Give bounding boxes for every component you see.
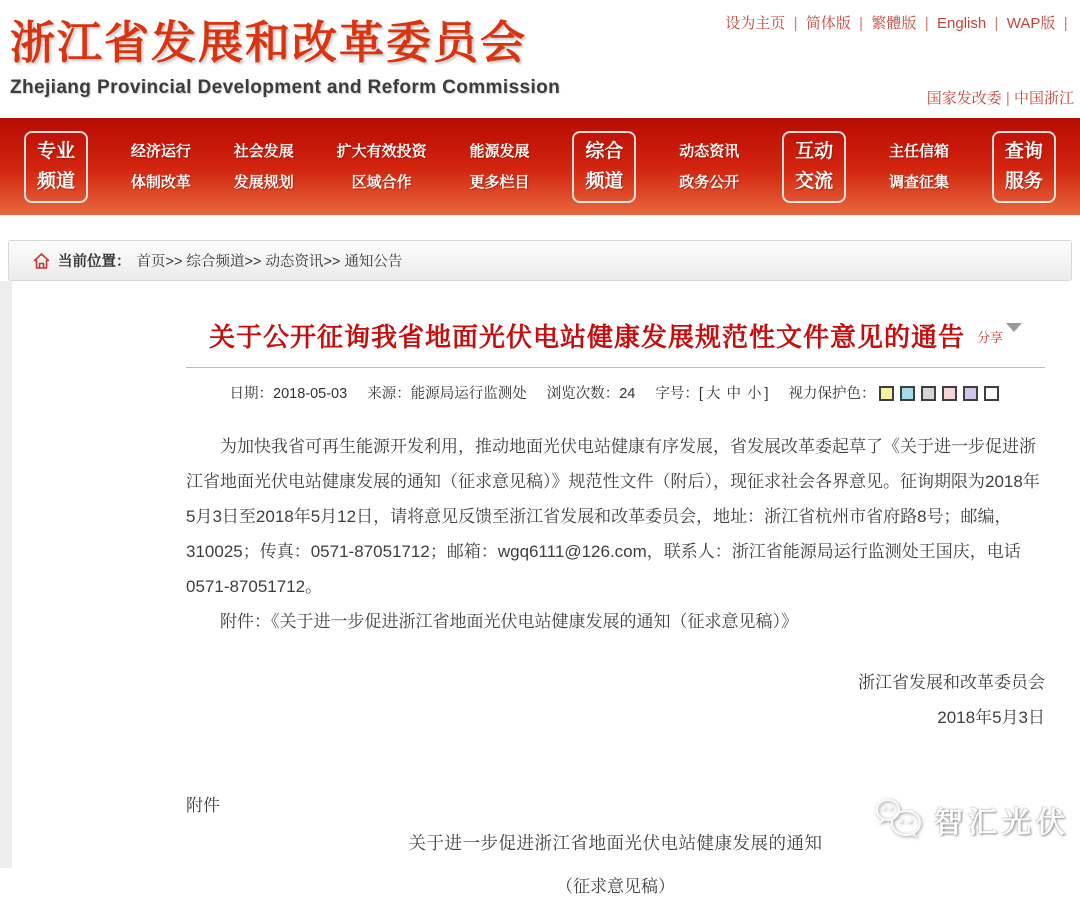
attachment-reference-link[interactable]: 附件：《关于进一步促进浙江省地面光伏电站健康发展的通知（征求意见稿）》: [220, 612, 798, 631]
share-caret-icon: [1006, 323, 1022, 332]
nav-group-society: [234, 136, 294, 198]
nav-link-regional-cooperation[interactable]: 区域合作: [351, 173, 412, 191]
article-title: 关于公开征询我省地面光伏电站健康发展规范性文件意见的通告: [208, 322, 965, 352]
nav-tab-query-service[interactable]: [992, 131, 1056, 203]
watermark-text: 智汇光伏: [933, 807, 1070, 839]
article-paragraph: 为加快我省可再生能源开发利用，推动地面光伏电站健康有序发展，省发展改革委起草了《关于进一步促进浙江省地面光伏电站健康发展的通知（征求意见稿）》规范性文件（附后），现征求社会各界意见。征询期限为2018年5月3日至2018年5月12日，请将意见反馈至浙江省发展和改革委员会，地址：浙江省杭州市省府路8号；邮编，310025；传真：0571-87051712；邮箱：wgq6111@126.com，联系人：浙江省能源局运行监测处王国庆，电话0571-87051712。: [186, 437, 1040, 596]
eye-color-gray[interactable]: [921, 386, 936, 401]
article: [0, 281, 1080, 897]
fontsize-large-button[interactable]: 大: [705, 386, 721, 402]
signature-date: 2018年5月3日: [937, 708, 1045, 727]
eye-color-purple[interactable]: [963, 386, 978, 401]
nav-tab-interaction[interactable]: [782, 131, 846, 203]
eye-color-pink[interactable]: [942, 386, 957, 401]
nav-tab-label: 服务: [1004, 170, 1043, 192]
nav-link-institutional-reform[interactable]: 体制改革: [130, 173, 191, 191]
signature-org: 浙江省发展和改革委员会: [858, 673, 1045, 692]
nav-link-survey-collection[interactable]: 调查征集: [889, 173, 950, 191]
link-ndrc[interactable]: 国家发改委 |: [927, 90, 1014, 107]
nav-tab-professional-channel[interactable]: [24, 131, 88, 203]
article-meta: [186, 382, 1045, 403]
home-icon: [33, 253, 50, 269]
nav-group-news: [679, 136, 739, 198]
nav-link-economic-operation[interactable]: 经济运行: [130, 142, 191, 160]
nav-tab-label: 专业: [37, 140, 76, 162]
meta-date-value: 2018-05-03: [273, 386, 348, 402]
nav-tab-label: 频道: [585, 170, 624, 192]
nav-tab-label: 频道: [37, 170, 76, 192]
link-english[interactable]: English |: [937, 15, 1007, 32]
breadcrumb-notices[interactable]: 通知公告: [344, 254, 403, 270]
link-set-homepage[interactable]: 设为主页 |: [725, 15, 806, 32]
nav-link-energy-development[interactable]: 能源发展: [469, 142, 530, 160]
nav-tab-label: 查询: [1004, 140, 1043, 162]
nav-group-investment: [337, 136, 427, 198]
attachment-section-label: 附件: [186, 796, 220, 815]
signature-block: [186, 665, 1045, 735]
nav-tab-label: 交流: [795, 170, 834, 192]
nav-tab-comprehensive-channel[interactable]: [572, 131, 636, 203]
breadcrumb: [8, 240, 1072, 281]
breadcrumb-label: 当前位置：: [58, 254, 131, 270]
fontsize-medium-button[interactable]: 中: [726, 386, 741, 402]
nav-tab-label: 综合: [585, 140, 624, 162]
title-divider: [186, 367, 1045, 368]
nav-link-development-planning[interactable]: 发展规划: [233, 173, 294, 191]
meta-fontsize: 字号：[ 大 中 小 ]: [655, 386, 769, 402]
site-logo[interactable]: [10, 6, 560, 99]
nav-link-social-development[interactable]: 社会发展: [233, 142, 294, 160]
nav-link-dynamic-news[interactable]: 动态资讯: [679, 142, 740, 160]
meta-views: 浏览次数：24: [546, 386, 636, 402]
nav-link-director-mailbox[interactable]: 主任信箱: [889, 142, 950, 160]
attachment-document-subtitle: （征求意见稿）: [556, 877, 675, 896]
nav-link-expand-effective-investment[interactable]: 扩大有效投资: [336, 142, 427, 160]
gov-links: [927, 87, 1074, 108]
link-china-zhejiang[interactable]: 中国浙江: [1013, 90, 1074, 107]
eye-color-yellow[interactable]: [879, 386, 894, 401]
link-wap[interactable]: WAP版 |: [1007, 15, 1076, 32]
site-header: [0, 0, 1080, 118]
breadcrumb-comprehensive-channel[interactable]: 综合频道 >>: [186, 250, 265, 271]
top-utility-links: [725, 12, 1076, 33]
attachment-document-title: 关于进一步促进浙江省地面光伏电站健康发展的通知: [408, 833, 823, 853]
nav-group-mailbox: [889, 136, 949, 198]
nav-group-energy: [470, 136, 530, 198]
breadcrumb-dynamic-news[interactable]: 动态资讯 >>: [265, 250, 344, 271]
fontsize-small-button[interactable]: 小: [746, 386, 762, 402]
meta-views-value: 24: [619, 386, 636, 402]
breadcrumb-home[interactable]: 首页 >>: [137, 250, 187, 271]
eye-color-blue[interactable]: [900, 386, 915, 401]
nav-tab-label: 互动: [795, 140, 834, 162]
nav-group-economy: [131, 136, 191, 198]
eye-color-white[interactable]: [984, 386, 999, 401]
link-traditional-chinese[interactable]: 繁體版 |: [871, 15, 937, 32]
site-subtitle: Zhejiang Provincial Development and Reform Commission: [10, 77, 561, 98]
site-title: 浙江省发展和改革委员会: [10, 17, 528, 68]
meta-source: 来源：能源局运行监测处: [367, 386, 527, 402]
nav-link-gov-information-disclosure[interactable]: 政务公开: [679, 173, 740, 191]
article-title-row: [186, 317, 1045, 354]
meta-date: 日期：2018-05-03: [229, 386, 348, 402]
meta-source-value: 能源局运行监测处: [410, 386, 527, 402]
main-nav: [0, 118, 1080, 215]
nav-link-more-columns[interactable]: 更多栏目: [469, 173, 530, 191]
link-simplified-chinese[interactable]: 简体版 |: [806, 15, 872, 32]
share-button[interactable]: 分享: [977, 330, 1004, 345]
meta-eye-protection: 视力保护色：: [789, 386, 1002, 402]
